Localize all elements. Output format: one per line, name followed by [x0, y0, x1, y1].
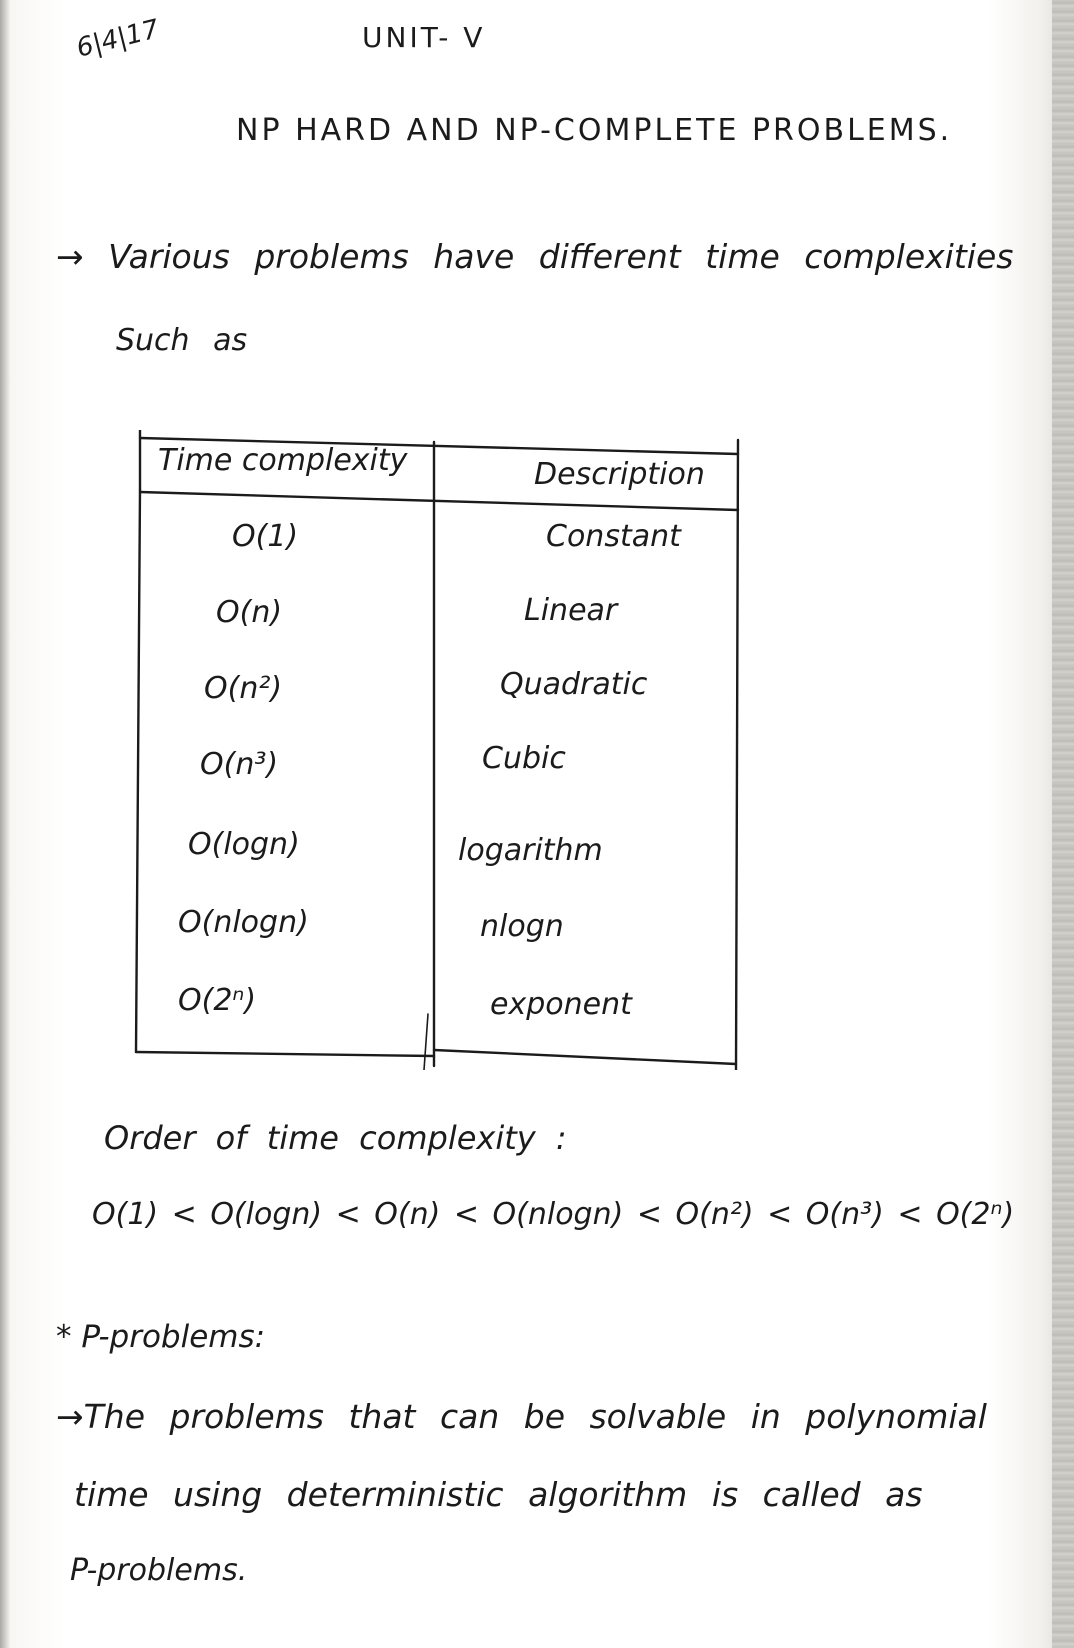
- order-heading: Order of time complexity :: [104, 1119, 567, 1157]
- row-5-complexity: O(logn): [188, 827, 300, 862]
- unit-heading: UNIT- V: [362, 21, 486, 54]
- row-4-description: Cubic: [482, 741, 566, 776]
- table-left-border: [136, 490, 140, 1052]
- row-5-description: logarithm: [458, 833, 603, 868]
- p-problems-line-2: time using deterministic algorithm is called as: [74, 1475, 923, 1514]
- p-problems-line-1: →The problems that can be solvable in polynomial: [56, 1397, 987, 1436]
- table-bottom-border-left: [136, 1052, 434, 1056]
- complexity-table: [132, 430, 768, 1070]
- intro-line-2: Such as: [116, 323, 248, 358]
- page-binding-left: [0, 0, 10, 1648]
- header-time-complexity: Time complexity: [158, 443, 408, 478]
- page-title: NP HARD AND NP-COMPLETE PROBLEMS.: [236, 113, 953, 148]
- row-6-complexity: O(nlogn): [178, 905, 309, 940]
- row-3-complexity: O(n²): [204, 671, 283, 706]
- table-stray-stroke: [424, 1014, 428, 1070]
- row-1-description: Constant: [546, 519, 681, 554]
- page-binding-right: [1052, 0, 1074, 1648]
- row-4-complexity: O(n³): [200, 747, 279, 782]
- row-2-description: Linear: [524, 593, 618, 628]
- header-divider: [140, 492, 738, 510]
- row-7-complexity: O(2ⁿ): [178, 983, 257, 1018]
- table-right-border: [736, 440, 738, 1070]
- row-3-description: Quadratic: [500, 667, 648, 702]
- p-problems-line-3: P-problems.: [70, 1553, 248, 1588]
- row-6-description: nlogn: [480, 909, 564, 944]
- date-note: 6|4|17: [73, 14, 163, 64]
- table-bottom-border-right: [434, 1050, 736, 1064]
- intro-line-1: → Various problems have different time complexities: [56, 237, 1014, 276]
- row-7-description: exponent: [490, 987, 632, 1022]
- p-problems-heading: * P-problems:: [56, 1319, 266, 1355]
- header-description: Description: [534, 457, 705, 492]
- row-2-complexity: O(n): [216, 595, 283, 630]
- row-1-complexity: O(1): [232, 519, 299, 554]
- order-sequence: O(1) < O(logn) < O(n) < O(nlogn) < O(n²) < O(n³) < O(2ⁿ): [92, 1197, 1015, 1232]
